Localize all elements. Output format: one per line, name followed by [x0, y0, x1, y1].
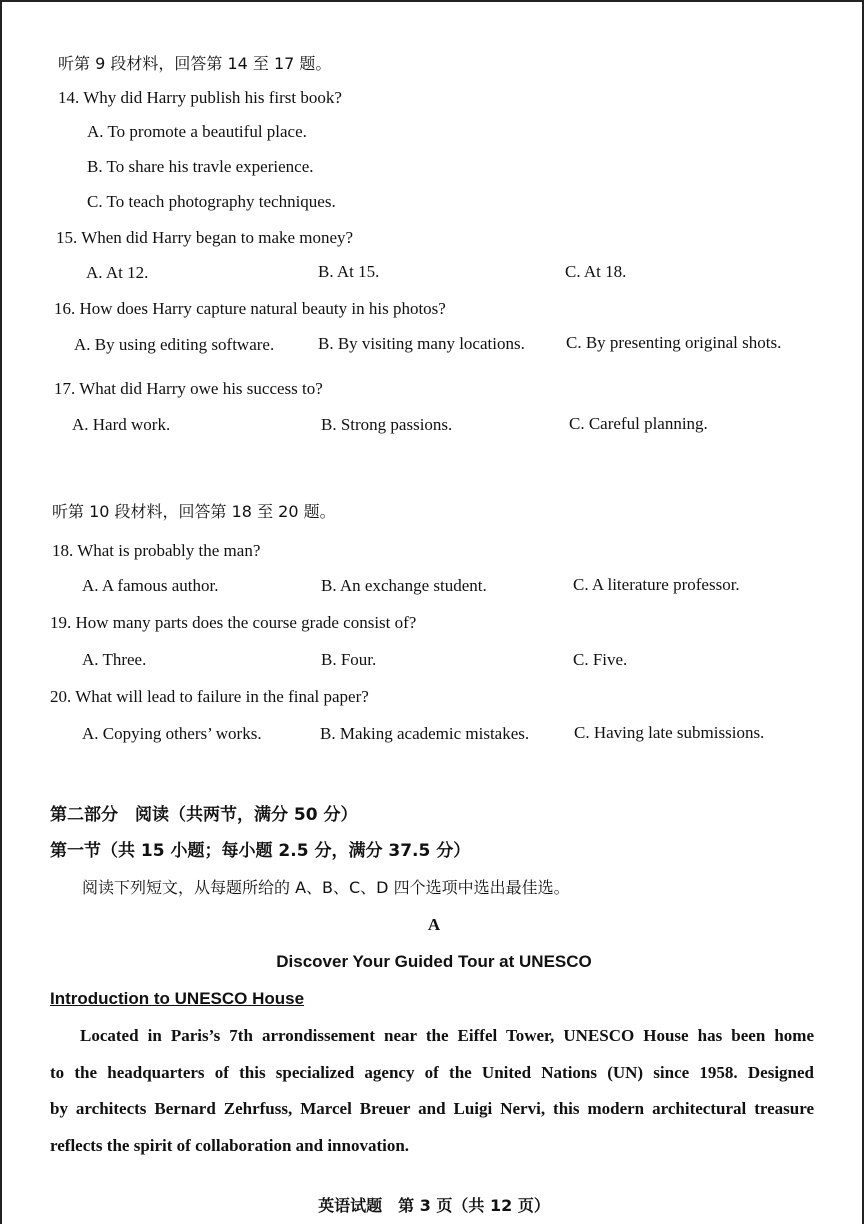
question-15-option-b: B. At 15. [318, 262, 380, 281]
paragraph-line-4: reflects the spirit of collaboration and innovation. [50, 1136, 410, 1155]
passage-letter: A [427, 915, 441, 934]
question-20-option-b: B. Making academic mistakes. [320, 724, 530, 743]
question-19-option-b: B. Four. [321, 650, 377, 669]
part-2-title: 第二部分 阅读（共两节，满分 50 分） [50, 805, 358, 825]
paragraph-line-1: Located in Paris’s 7th arrondissement near the Eiffel Tower, UNESCO House has been home [80, 1026, 814, 1045]
question-15-option-c: C. At 18. [565, 262, 627, 281]
question-17-option-b: B. Strong passions. [321, 415, 453, 434]
question-14-option-b: B. To share his travle experience. [87, 157, 314, 176]
question-18-option-b: B. An exchange student. [321, 576, 487, 595]
question-18-stem: 18. What is probably the man? [52, 541, 261, 560]
question-17-option-c: C. Careful planning. [569, 414, 708, 433]
section-10-header: 听第 10 段材料，回答第 18 至 20 题。 [52, 502, 336, 521]
question-18-option-a: A. A famous author. [82, 576, 219, 595]
section-9-header: 听第 9 段材料，回答第 14 至 17 题。 [58, 54, 332, 73]
question-15-stem: 15. When did Harry began to make money? [56, 228, 354, 247]
question-19-option-a: A. Three. [82, 650, 147, 669]
question-19-stem: 19. How many parts does the course grade consist of? [50, 613, 417, 632]
question-16-stem: 16. How does Harry capture natural beauty in his photos? [54, 299, 446, 318]
question-14-option-c: C. To teach photography techniques. [87, 192, 336, 211]
passage-title: Discover Your Guided Tour at UNESCO [276, 952, 592, 971]
reading-instruction: 阅读下列短文，从每题所给的 A、B、C、D 四个选项中选出最佳选。 [82, 878, 570, 897]
question-20-stem: 20. What will lead to failure in the final paper? [50, 687, 369, 706]
question-14-option-a: A. To promote a beautiful place. [87, 122, 307, 141]
question-18-option-c: C. A literature professor. [573, 575, 740, 594]
section-heading: Introduction to UNESCO House [50, 989, 305, 1008]
paragraph-line-2: to the headquarters of this specialized agency of the United Nations (UN) since 1958. Designed [50, 1063, 814, 1082]
question-19-option-c: C. Five. [573, 650, 628, 669]
question-15-option-a: A. At 12. [86, 263, 149, 282]
question-17-option-a: A. Hard work. [72, 415, 171, 434]
page-footer: 英语试题 第 3 页（共 12 页） [318, 1196, 550, 1215]
question-16-option-b: B. By visiting many locations. [318, 334, 525, 353]
question-20-option-c: C. Having late submissions. [574, 723, 765, 742]
question-20-option-a: A. Copying others’ works. [82, 724, 262, 743]
question-17-stem: 17. What did Harry owe his success to? [54, 379, 323, 398]
paragraph-line-3: by architects Bernard Zehrfuss, Marcel Breuer and Luigi Nervi, this modern architectural treasure [50, 1099, 814, 1118]
question-16-option-c: C. By presenting original shots. [566, 333, 782, 352]
question-16-option-a: A. By using editing software. [74, 335, 275, 354]
part-2-subtitle: 第一节（共 15 小题；每小题 2.5 分，满分 37.5 分） [50, 841, 471, 861]
question-14-stem: 14. Why did Harry publish his first book? [58, 88, 342, 107]
